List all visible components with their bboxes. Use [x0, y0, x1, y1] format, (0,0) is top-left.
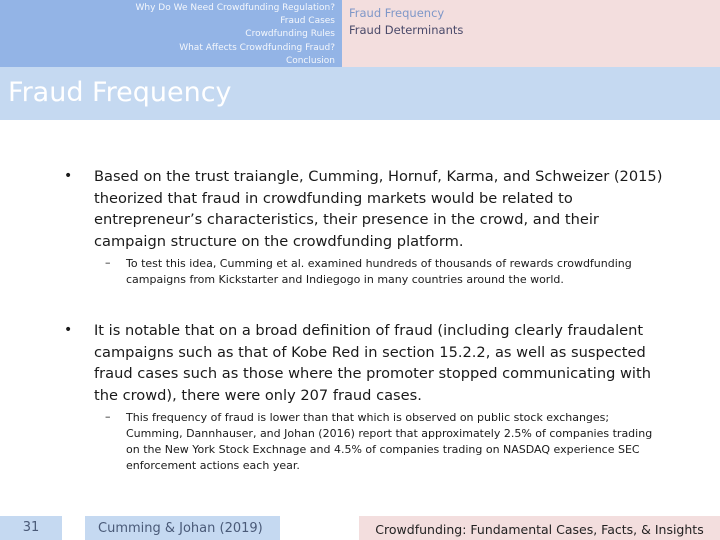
- nav-section-crowdfunding-rules[interactable]: Crowdfunding Rules: [245, 29, 335, 40]
- bullet-trust-triangle: Based on the trust traiangle, Cumming, Hornuf, Karma, and Schweizer (2015) theorized that fraud in crowdfunding markets would be related to entrepreneur’s characteristics, their presence in the crowd, and their campaign structure on the crowdfunding platform.: [94, 168, 663, 250]
- footer-book-title: Crowdfunding: Fundamental Cases, Facts, & Insights: [359, 516, 720, 540]
- footer-author: Cumming & Johan (2019): [85, 516, 280, 540]
- page-number: 31: [0, 516, 62, 540]
- nav-subsection-fraud-determinants[interactable]: Fraud Determinants: [349, 23, 464, 37]
- nav-subsection-fraud-frequency[interactable]: Fraud Frequency: [349, 6, 445, 20]
- nav-section-what-affects-fraud[interactable]: What Affects Crowdfunding Fraud?: [179, 42, 335, 53]
- bullet-marker: •: [64, 322, 73, 338]
- sub-bullet-marker: –: [105, 256, 111, 269]
- nav-section-why-regulation[interactable]: Why Do We Need Crowdfunding Regulation?: [135, 3, 335, 13]
- nav-section-fraud-cases[interactable]: Fraud Cases: [280, 16, 335, 27]
- sub-bullet-stock-exchange-comparison: This frequency of fraud is lower than that which is observed on public stock exchanges; Cumming, Dannhauser, and Johan (2016) report that approximately 2.5% of companies trading on the New York Stock Exchnage and 4.5% of companies trading on NASDAQ experience SEC enforcement actions each year.: [126, 411, 653, 472]
- sub-bullet-marker: –: [105, 410, 111, 423]
- slide-title: Fraud Frequency: [8, 77, 232, 108]
- nav-section-conclusion[interactable]: Conclusion: [285, 55, 335, 66]
- bullet-marker: •: [64, 168, 73, 184]
- bullet-fraud-cases-count: It is notable that on a broad definition of fraud (including clearly fraudalent campaigns such as that of Kobe Red in section 15.2.2, as well as suspected fraud cases such as those where the promoter stopped communicating with the crowd), there were only 207 fraud cases.: [94, 322, 651, 404]
- sub-bullet-kickstarter-study: To test this idea, Cumming et al. examined hundreds of thousands of rewards crowdfunding campaigns from Kickstarter and Indiegogo in many countries around the world.: [126, 257, 632, 286]
